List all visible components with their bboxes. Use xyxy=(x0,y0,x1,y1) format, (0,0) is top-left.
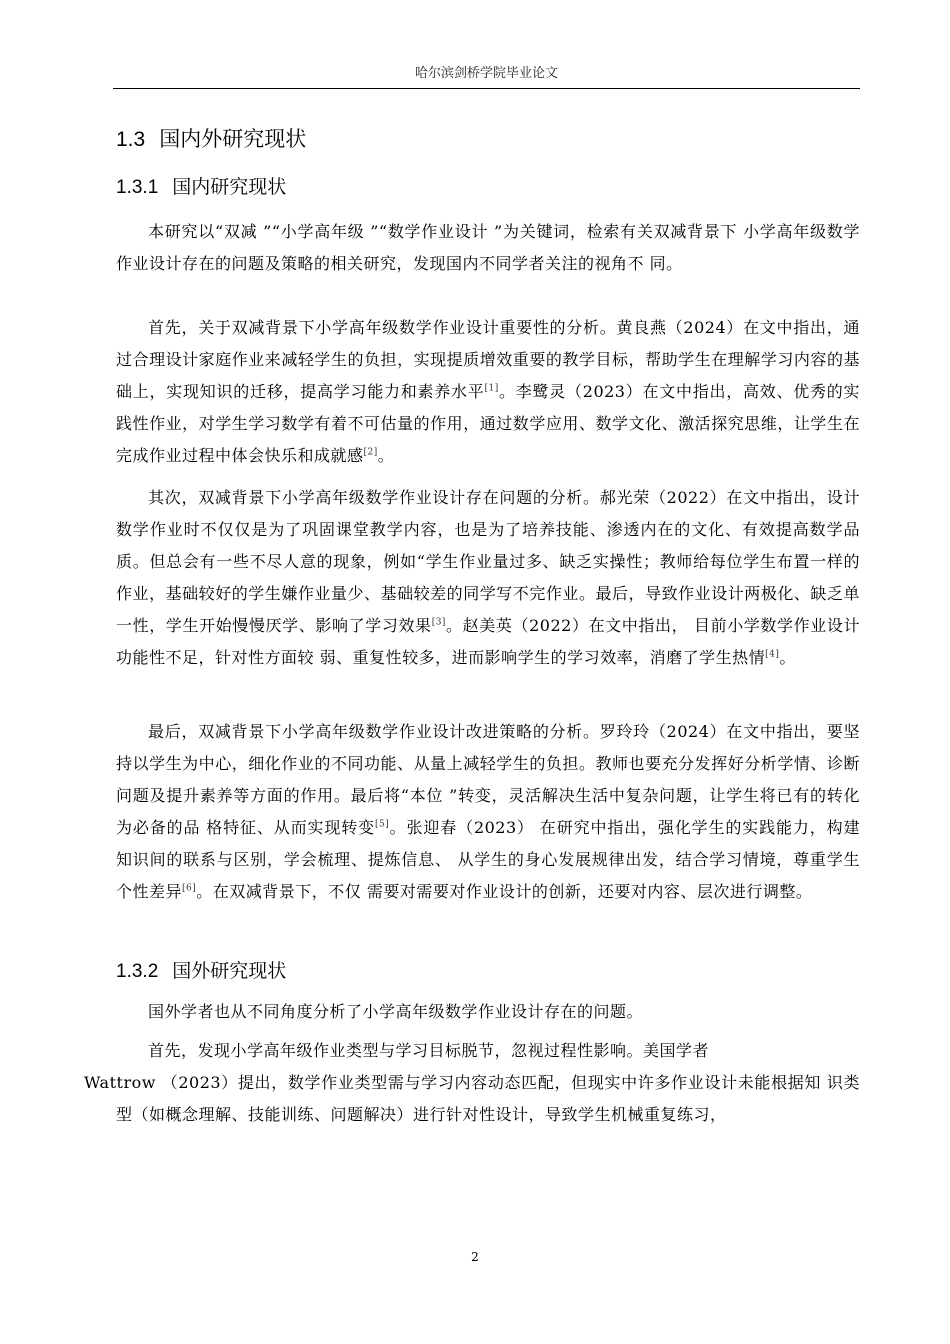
subsection-title: 国内研究现状 xyxy=(172,177,287,198)
citation: [2] xyxy=(363,447,378,458)
section-heading xyxy=(116,126,306,154)
text-run: 。在双减背景下，不仅 需要对需要对作业设计的创新，还要对内容、层次进行调整。 xyxy=(196,882,813,901)
section-number: 1.3 xyxy=(116,128,146,151)
text-run: 。赵美英（2022）在文中指出， 目前小学数学作业设计功能性不足，针对性方面较 弱、重复性较多，进而影响学生的学习效率，消磨了学生热情 xyxy=(116,616,860,667)
text-run: 最后，双减背景下小学高年级数学作业设计改进策略的分析。罗玲玲（2024）在文中指出，要坚持以学生为中心，细化作业的不同功能、从量上减轻学生的负担。教师也要充分发挥好分析学情、诊断问题及提升素养等方面的作用。最后将“本位 ”转变，灵活解决生活中复杂问题，让学生将已有的转化为必备的品 格特征、从而实现转变 xyxy=(116,722,860,837)
subsection-heading-domestic xyxy=(116,175,286,201)
citation: [3] xyxy=(431,617,446,628)
paragraph-domestic-problems xyxy=(116,482,860,674)
header-rule xyxy=(113,88,860,89)
text-run: 。 xyxy=(779,648,796,667)
running-header: 哈尔滨剑桥学院毕业论文 xyxy=(414,66,558,81)
citation: [1] xyxy=(484,383,499,394)
section-title: 国内外研究现状 xyxy=(159,128,307,151)
subsection-number: 1.3.2 xyxy=(116,961,159,982)
text-run: 。 xyxy=(377,446,395,465)
text-run: 。李鹭灵（2023）在文中指出，高效、优秀的实践性作业，对学生学习数学有着不可估量的作用，通过数学应用、数学文化、激活探究思维，让学生在完成作业过程中体会快乐和成就感 xyxy=(116,382,860,465)
citation: [5] xyxy=(374,819,390,830)
paragraph-domestic-strategies xyxy=(116,716,860,908)
paragraph-foreign-intro: 国外学者也从不同角度分析了小学高年级数学作业设计存在的问题。 xyxy=(148,1002,644,1021)
subsection-heading-foreign xyxy=(116,959,286,985)
text-run: 首先，关于双减背景下小学高年级数学作业设计重要性的分析。黄良燕（2024）在文中指出，通过合理设计家庭作业来减轻学生的负担，实现提质增效重要的教学目标，帮助学生在理解学习内容的基础上，实现知识的迁移，提高学习能力和素养水平 xyxy=(116,318,860,401)
paragraph-foreign-first xyxy=(84,1035,860,1131)
text-run: 首先，发现小学高年级作业类型与学习目标脱节，忽视过程性影响。美国学者 xyxy=(148,1041,710,1060)
paragraph-domestic-importance xyxy=(116,312,860,472)
citation: [6] xyxy=(182,883,197,894)
citation: [4] xyxy=(765,649,780,660)
page-number: 2 xyxy=(471,1250,479,1264)
text-run: 其次，双减背景下小学高年级数学作业设计存在问题的分析。郝光荣（2022）在文中指出，设计数学作业时不仅仅是为了巩固课堂教学内容，也是为了培养技能、渗透内在的文化、有效提高数学品质。但总会有一些不尽人意的现象，例如“学生作业量过多、缺乏实操性；教师给每位学生布置一样的作业，基础较好的学生嫌作业量少、基础较差的同学写不完作业。最后，导致作业设计两极化、缺乏单一性，学生开始慢慢厌学、影响了学习效果 xyxy=(116,488,860,635)
text-run: 。张迎春（2023） 在研究中指出，强化学生的实践能力，构建知识间的联系与区别，学会梳理、提炼信息、 从学生的身心发展规律出发，结合学习情境，尊重学生个性差异 xyxy=(116,818,860,901)
paragraph-domestic-intro: 本研究以“双减 ”“小学高年级 ”“数学作业设计 ”为关键词，检索有关双减背景下 小学高年级数学作业设计存在的问题及策略的相关研究，发现国内不同学者关注的视角不 同。 xyxy=(116,222,860,273)
text-run: Wattrow （2023）提出，数学作业类型需与学习内容动态匹配，但现实中许多作业设计未能根据知 识类型（如概念理解、技能训练、问题解决）进行针对性设计，导致学生机械重复练习， xyxy=(84,1073,860,1124)
subsection-title: 国外研究现状 xyxy=(172,961,287,982)
subsection-number: 1.3.1 xyxy=(116,177,159,198)
